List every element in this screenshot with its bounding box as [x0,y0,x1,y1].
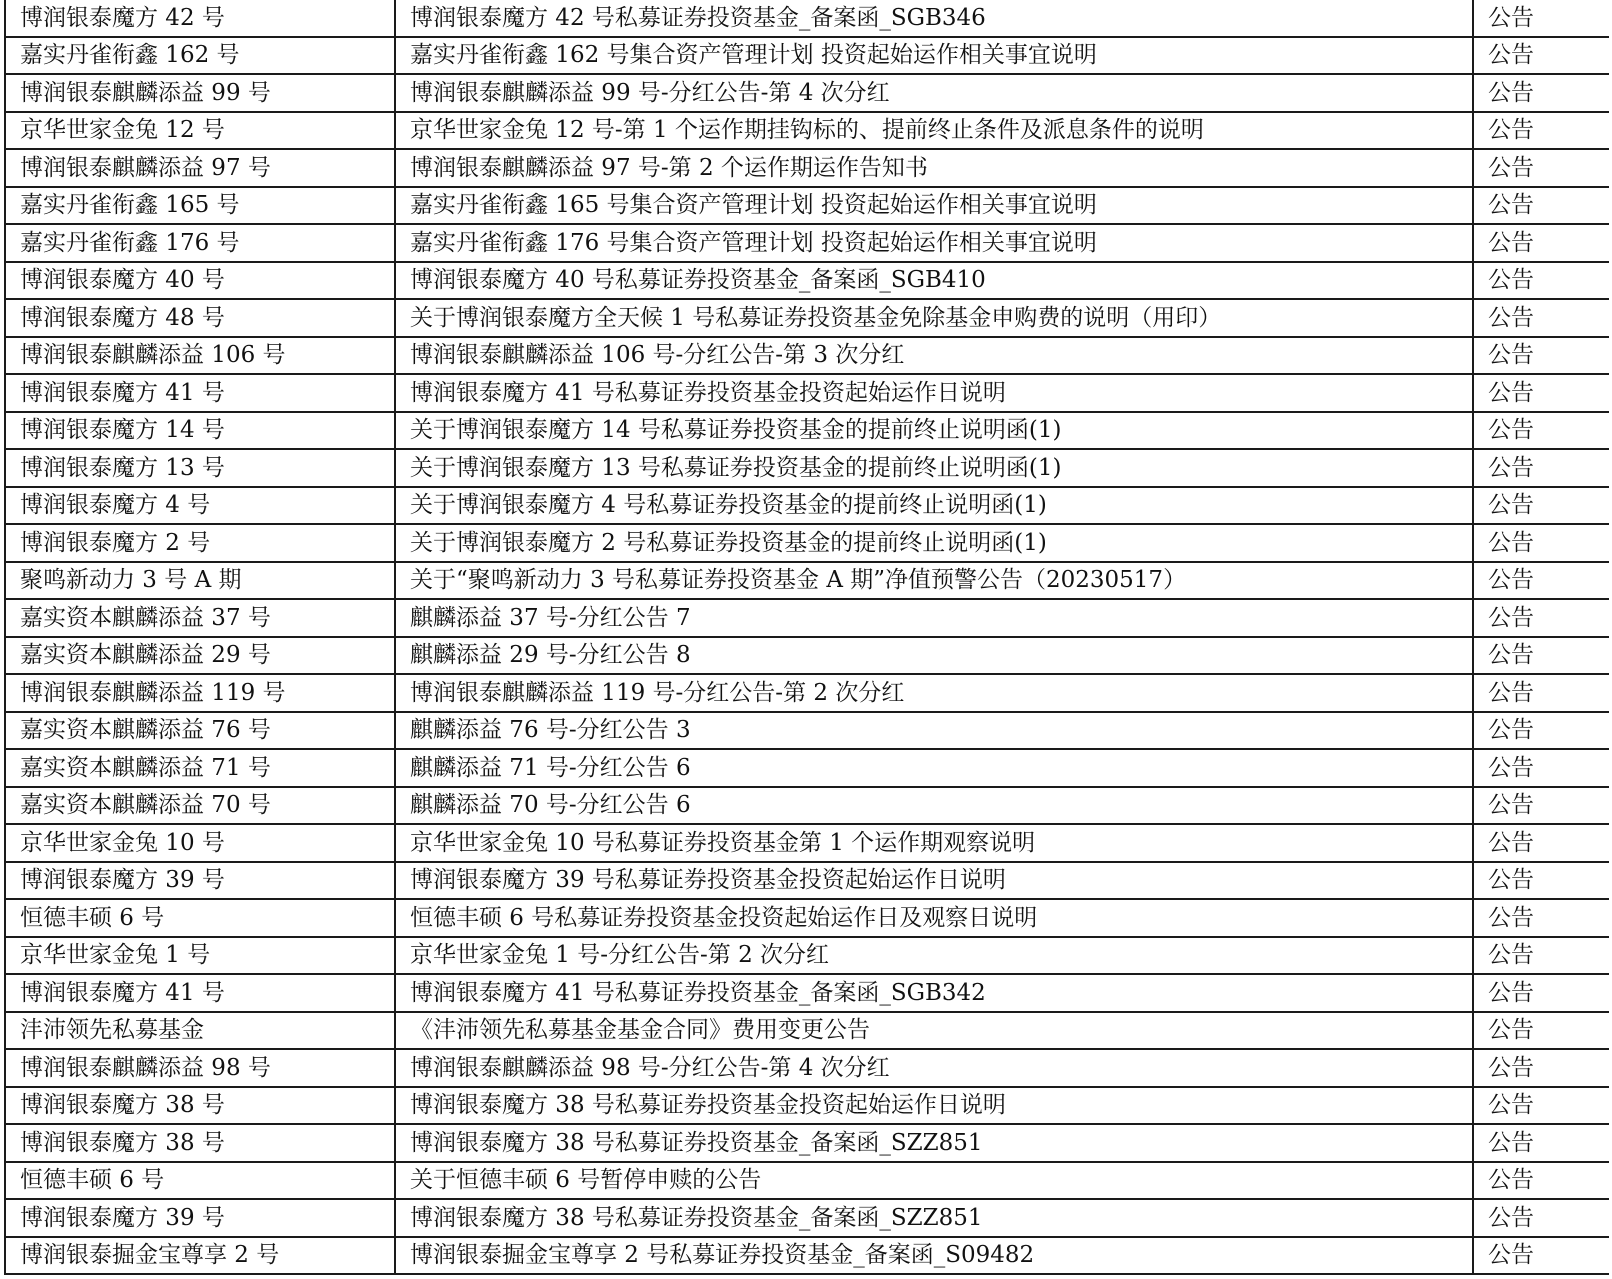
document-type-cell: 公告 [1473,449,1609,487]
document-type-cell: 公告 [1473,337,1609,375]
announcement-table [4,0,1609,1275]
document-title-cell: 博润银泰麒麟添益 98 号-分红公告-第 4 次分红 [395,1049,1473,1087]
document-type-cell: 公告 [1473,1049,1609,1087]
document-title-cell: 嘉实丹雀衔鑫 176 号集合资产管理计划 投资起始运作相关事宜说明 [395,224,1473,262]
document-type-cell: 公告 [1473,412,1609,450]
document-title-cell: 博润银泰麒麟添益 97 号-第 2 个运作期运作告知书 [395,149,1473,187]
table-row [5,599,1609,637]
document-type-cell: 公告 [1473,299,1609,337]
product-name-cell: 嘉实资本麒麟添益 71 号 [5,749,395,787]
product-name-cell: 博润银泰魔方 13 号 [5,449,395,487]
document-title-cell: 关于博润银泰魔方 2 号私募证券投资基金的提前终止说明函(1) [395,524,1473,562]
table-row [5,149,1609,187]
product-name-cell: 嘉实资本麒麟添益 70 号 [5,787,395,825]
table-row [5,337,1609,375]
document-type-cell: 公告 [1473,1124,1609,1162]
document-type-cell: 公告 [1473,187,1609,225]
document-type-cell: 公告 [1473,824,1609,862]
product-name-cell: 博润银泰魔方 39 号 [5,862,395,900]
table-row [5,712,1609,750]
document-type-cell: 公告 [1473,1087,1609,1125]
product-name-cell: 博润银泰魔方 41 号 [5,374,395,412]
product-name-cell: 恒德丰硕 6 号 [5,1162,395,1200]
document-type-cell: 公告 [1473,74,1609,112]
product-name-cell: 嘉实丹雀衔鑫 165 号 [5,187,395,225]
document-type-cell: 公告 [1473,262,1609,300]
document-type-cell: 公告 [1473,674,1609,712]
product-name-cell: 博润银泰魔方 38 号 [5,1087,395,1125]
product-name-cell: 博润银泰魔方 40 号 [5,262,395,300]
product-name-cell: 博润银泰魔方 4 号 [5,487,395,525]
table-row [5,562,1609,600]
table-row [5,524,1609,562]
product-name-cell: 嘉实资本麒麟添益 37 号 [5,599,395,637]
table-row [5,449,1609,487]
document-title-cell: 关于恒德丰硕 6 号暂停申赎的公告 [395,1162,1473,1200]
document-title-cell: 博润银泰掘金宝尊享 2 号私募证券投资基金_备案函_S09482 [395,1237,1473,1275]
table-row [5,824,1609,862]
document-title-cell: 恒德丰硕 6 号私募证券投资基金投资起始运作日及观察日说明 [395,899,1473,937]
table-row [5,1199,1609,1237]
table-row [5,74,1609,112]
document-title-cell: 嘉实丹雀衔鑫 162 号集合资产管理计划 投资起始运作相关事宜说明 [395,37,1473,75]
table-row [5,1012,1609,1050]
document-title-cell: 博润银泰麒麟添益 99 号-分红公告-第 4 次分红 [395,74,1473,112]
table-row [5,937,1609,975]
document-title-cell: 京华世家金兔 1 号-分红公告-第 2 次分红 [395,937,1473,975]
table-row [5,187,1609,225]
table-row [5,0,1609,37]
document-type-cell: 公告 [1473,899,1609,937]
document-title-cell: 关于博润银泰魔方 14 号私募证券投资基金的提前终止说明函(1) [395,412,1473,450]
document-type-cell: 公告 [1473,374,1609,412]
product-name-cell: 博润银泰魔方 38 号 [5,1124,395,1162]
product-name-cell: 博润银泰魔方 2 号 [5,524,395,562]
document-title-cell: 麒麟添益 71 号-分红公告 6 [395,749,1473,787]
document-title-cell: 博润银泰魔方 38 号私募证券投资基金_备案函_SZZ851 [395,1124,1473,1162]
table-row [5,899,1609,937]
document-type-cell: 公告 [1473,562,1609,600]
table-row [5,1124,1609,1162]
product-name-cell: 博润银泰麒麟添益 119 号 [5,674,395,712]
document-type-cell: 公告 [1473,787,1609,825]
table-row [5,37,1609,75]
table-row [5,112,1609,150]
product-name-cell: 博润银泰麒麟添益 97 号 [5,149,395,187]
document-type-cell: 公告 [1473,1237,1609,1275]
document-title-cell: 关于“聚鸣新动力 3 号私募证券投资基金 A 期”净值预警公告（20230517） [395,562,1473,600]
document-title-cell: 京华世家金兔 10 号私募证券投资基金第 1 个运作期观察说明 [395,824,1473,862]
table-row [5,224,1609,262]
document-type-cell: 公告 [1473,0,1609,37]
table-row [5,1049,1609,1087]
table-row [5,974,1609,1012]
table-row [5,1162,1609,1200]
product-name-cell: 沣沛领先私募基金 [5,1012,395,1050]
product-name-cell: 博润银泰魔方 48 号 [5,299,395,337]
table-row [5,374,1609,412]
document-type-cell: 公告 [1473,112,1609,150]
document-title-cell: 麒麟添益 29 号-分红公告 8 [395,637,1473,675]
document-type-cell: 公告 [1473,937,1609,975]
document-title-cell: 麒麟添益 70 号-分红公告 6 [395,787,1473,825]
document-sheet [4,0,1609,1279]
product-name-cell: 博润银泰麒麟添益 99 号 [5,74,395,112]
document-title-cell: 博润银泰魔方 41 号私募证券投资基金_备案函_SGB342 [395,974,1473,1012]
document-type-cell: 公告 [1473,37,1609,75]
document-title-cell: 关于博润银泰魔方 13 号私募证券投资基金的提前终止说明函(1) [395,449,1473,487]
document-title-cell: 博润银泰魔方 39 号私募证券投资基金投资起始运作日说明 [395,862,1473,900]
table-body [5,0,1609,1274]
document-title-cell: 麒麟添益 76 号-分红公告 3 [395,712,1473,750]
product-name-cell: 嘉实资本麒麟添益 29 号 [5,637,395,675]
product-name-cell: 博润银泰魔方 41 号 [5,974,395,1012]
document-title-cell: 京华世家金兔 12 号-第 1 个运作期挂钩标的、提前终止条件及派息条件的说明 [395,112,1473,150]
document-type-cell: 公告 [1473,749,1609,787]
product-name-cell: 京华世家金兔 12 号 [5,112,395,150]
document-title-cell: 《沣沛领先私募基金基金合同》费用变更公告 [395,1012,1473,1050]
document-type-cell: 公告 [1473,524,1609,562]
document-title-cell: 博润银泰魔方 42 号私募证券投资基金_备案函_SGB346 [395,0,1473,37]
product-name-cell: 京华世家金兔 10 号 [5,824,395,862]
document-title-cell: 关于博润银泰魔方 4 号私募证券投资基金的提前终止说明函(1) [395,487,1473,525]
product-name-cell: 博润银泰魔方 42 号 [5,0,395,37]
table-row [5,262,1609,300]
document-title-cell: 麒麟添益 37 号-分红公告 7 [395,599,1473,637]
document-title-cell: 嘉实丹雀衔鑫 165 号集合资产管理计划 投资起始运作相关事宜说明 [395,187,1473,225]
document-title-cell: 博润银泰魔方 38 号私募证券投资基金_备案函_SZZ851 [395,1199,1473,1237]
product-name-cell: 嘉实丹雀衔鑫 162 号 [5,37,395,75]
document-type-cell: 公告 [1473,1199,1609,1237]
product-name-cell: 博润银泰掘金宝尊享 2 号 [5,1237,395,1275]
table-row [5,487,1609,525]
document-type-cell: 公告 [1473,599,1609,637]
document-title-cell: 关于博润银泰魔方全天候 1 号私募证券投资基金免除基金申购费的说明（用印） [395,299,1473,337]
table-row [5,749,1609,787]
document-title-cell: 博润银泰魔方 41 号私募证券投资基金投资起始运作日说明 [395,374,1473,412]
document-type-cell: 公告 [1473,712,1609,750]
table-row [5,862,1609,900]
table-row [5,412,1609,450]
product-name-cell: 博润银泰魔方 14 号 [5,412,395,450]
document-type-cell: 公告 [1473,1012,1609,1050]
table-row [5,637,1609,675]
table-row [5,674,1609,712]
product-name-cell: 博润银泰魔方 39 号 [5,1199,395,1237]
table-row [5,787,1609,825]
product-name-cell: 京华世家金兔 1 号 [5,937,395,975]
document-title-cell: 博润银泰魔方 38 号私募证券投资基金投资起始运作日说明 [395,1087,1473,1125]
product-name-cell: 博润银泰麒麟添益 98 号 [5,1049,395,1087]
table-row [5,1087,1609,1125]
document-type-cell: 公告 [1473,974,1609,1012]
product-name-cell: 聚鸣新动力 3 号 A 期 [5,562,395,600]
document-title-cell: 博润银泰麒麟添益 106 号-分红公告-第 3 次分红 [395,337,1473,375]
document-title-cell: 博润银泰麒麟添益 119 号-分红公告-第 2 次分红 [395,674,1473,712]
document-type-cell: 公告 [1473,862,1609,900]
document-type-cell: 公告 [1473,637,1609,675]
product-name-cell: 嘉实资本麒麟添益 76 号 [5,712,395,750]
product-name-cell: 恒德丰硕 6 号 [5,899,395,937]
document-type-cell: 公告 [1473,224,1609,262]
product-name-cell: 博润银泰麒麟添益 106 号 [5,337,395,375]
document-type-cell: 公告 [1473,1162,1609,1200]
document-type-cell: 公告 [1473,487,1609,525]
document-type-cell: 公告 [1473,149,1609,187]
product-name-cell: 嘉实丹雀衔鑫 176 号 [5,224,395,262]
document-title-cell: 博润银泰魔方 40 号私募证券投资基金_备案函_SGB410 [395,262,1473,300]
table-row [5,299,1609,337]
table-row [5,1237,1609,1275]
